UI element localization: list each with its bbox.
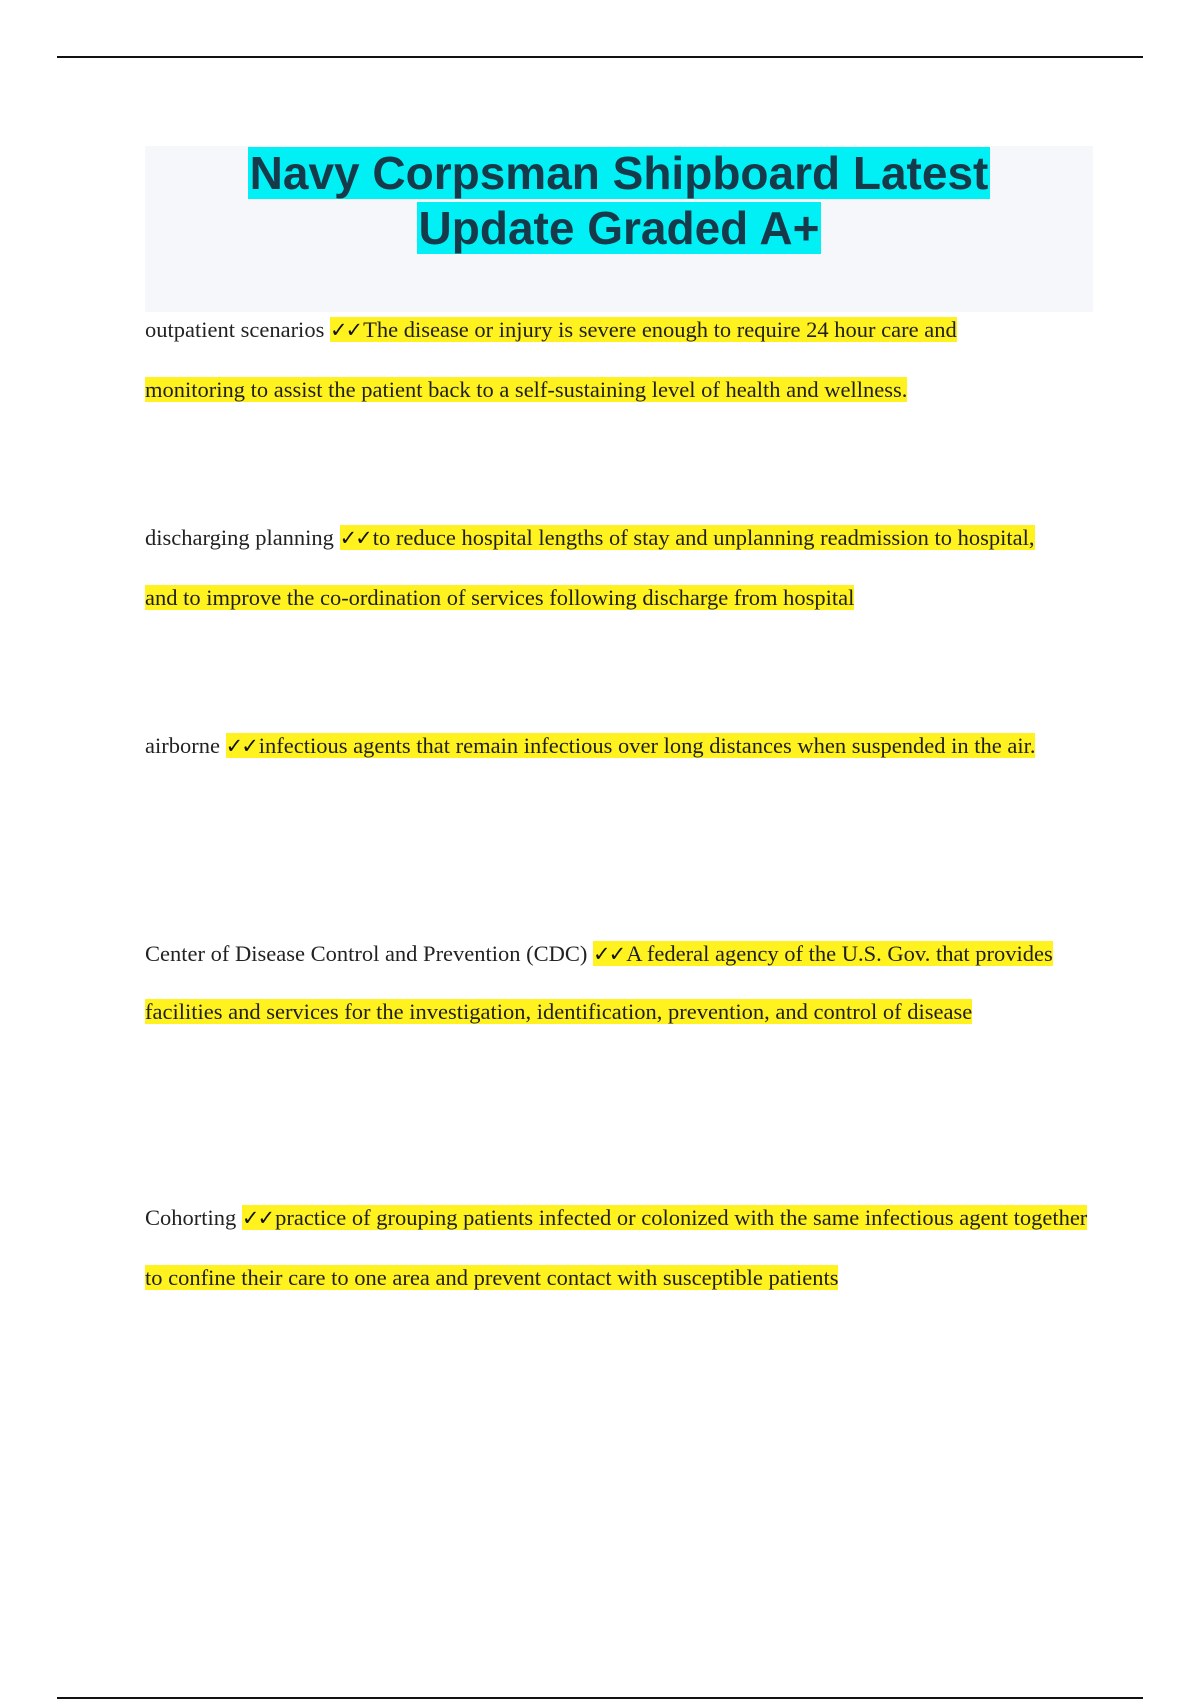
double-check-icon: ✓✓ xyxy=(225,734,257,758)
entry-term: Center of Disease Control and Prevention (CDC) xyxy=(145,941,588,966)
double-check-icon: ✓✓ xyxy=(339,526,371,550)
header-rule xyxy=(57,56,1143,58)
double-check-icon: ✓✓ xyxy=(241,1206,274,1230)
entry-outpatient-scenarios xyxy=(145,300,1045,420)
footer-rule xyxy=(57,1697,1143,1699)
document-title xyxy=(145,146,1093,256)
double-check-icon: ✓✓ xyxy=(329,318,362,342)
entry-definition xyxy=(145,1205,1087,1290)
entry-term: airborne xyxy=(145,733,220,758)
entry-definition-text: to reduce hospital lengths of stay and unplanning readmission to hospital, and to improve the co-ordination of services following discharge from hospital xyxy=(145,525,1035,610)
entry-cohorting xyxy=(145,1188,1105,1308)
entry-definition-text: The disease or injury is severe enough to require 24 hour care and monitoring to assist the patient back to a self-sustaining level of health and wellness. xyxy=(145,317,957,402)
title-line-1: Navy Corpsman Shipboard Latest xyxy=(249,147,989,199)
entry-definition-text: practice of grouping patients infected or colonized with the same infectious agent together to confine their care to one area and prevent contact with susceptible patients xyxy=(145,1205,1088,1290)
entry-cdc xyxy=(145,925,1105,1040)
entry-airborne xyxy=(145,716,1105,776)
entry-definition-text: infectious agents that remain infectious over long distances when suspended in the air. xyxy=(258,733,1036,758)
entry-definition xyxy=(226,733,1036,758)
double-check-icon: ✓✓ xyxy=(593,942,625,966)
entry-definition-text: A federal agency of the U.S. Gov. that provides facilities and services for the investigation, identification, prevention, and control of disease xyxy=(145,941,1053,1024)
entry-discharging-planning xyxy=(145,508,1045,628)
entry-term: Cohorting xyxy=(145,1205,237,1230)
title-line-2: Update Graded A+ xyxy=(418,202,820,254)
entry-term: discharging planning xyxy=(145,525,334,550)
entry-term: outpatient scenarios xyxy=(145,317,325,342)
